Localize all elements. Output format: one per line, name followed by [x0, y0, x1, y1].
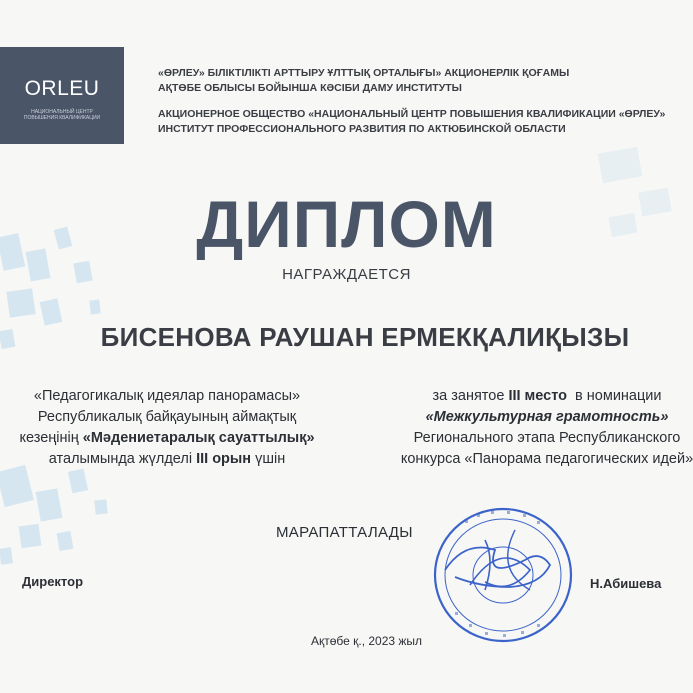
ru-line4: конкурса «Панорама педагогических идей» [400, 451, 693, 467]
kz-line3-pre: кезеңінің [19, 430, 83, 446]
place-date: Ақтөбе қ., 2023 жыл [310, 634, 423, 648]
ru-line3: Регионального этапа Республиканского [413, 430, 681, 446]
kz-line4-post: үшін [251, 451, 286, 467]
ru-line1-pre: за занятое [432, 388, 509, 404]
logo-text: ORLEU [24, 77, 100, 100]
award-text-ru [372, 386, 693, 470]
organization-kz [158, 66, 569, 96]
award-text-kz [0, 386, 342, 470]
kz-line2: Республикалық байқауының аймақтық [37, 409, 297, 425]
org-kz-line2: АҚТӨБЕ ОБЛЫСЫ БОЙЫНША КӘСІБИ ДАМУ ИНСТИТУТЫ [158, 82, 462, 94]
org-kz-line1: «ӨРЛЕУ» БІЛІКТІЛІКТІ АРТТЫРУ ҰЛТТЫҚ ОРТАЛЫҒЫ» АКЦИОНЕРЛІК ҚОҒАМЫ [158, 67, 570, 79]
kz-line3 [0, 428, 342, 449]
ru-line1 [372, 386, 693, 407]
logo-subtext: НАЦИОНАЛЬНЫЙ ЦЕНТР ПОВЫШЕНИЯ КВАЛИФИКАЦИИ [23, 109, 101, 121]
diploma-title: ДИПЛОМ [196, 187, 497, 261]
org-ru-line1: АКЦИОНЕРНОЕ ОБЩЕСТВО «НАЦИОНАЛЬНЫЙ ЦЕНТР ПОВЫШЕНИЯ КВАЛИФИКАЦИИ «ӨРЛЕУ» [158, 108, 666, 120]
recipient-name: БИСЕНОВА РАУШАН ЕРМЕКҚАЛИҚЫЗЫ [100, 322, 630, 352]
kz-line4 [0, 449, 342, 470]
kz-nomination: «Мәдениетаралық сауаттылық» [82, 430, 315, 446]
awarded-label: НАГРАЖДАЕТСЯ [282, 266, 411, 283]
kz-line4-pre: аталымында жүлделі [48, 451, 197, 467]
ru-nomination: «Межкультурная грамотность» [425, 409, 669, 425]
orleu-logo [0, 47, 124, 144]
signer-name: Н.Абишева [590, 576, 662, 591]
official-stamp-with-signature [425, 500, 585, 650]
ru-place: III место [508, 388, 567, 404]
marapattalady-label: МАРАПАТТАЛАДЫ [276, 524, 413, 541]
ru-line1-post: в номинации [566, 388, 662, 404]
kz-place: III орын [196, 451, 252, 467]
ru-line2 [372, 407, 693, 428]
organization-ru [158, 107, 665, 137]
director-label: Директор [22, 574, 84, 589]
org-ru-line2: ИНСТИТУТ ПРОФЕССИОНАЛЬНОГО РАЗВИТИЯ ПО АКТЮБИНСКОЙ ОБЛАСТИ [158, 123, 566, 135]
kz-line1: «Педагогикалық идеялар панорамасы» [33, 388, 301, 404]
